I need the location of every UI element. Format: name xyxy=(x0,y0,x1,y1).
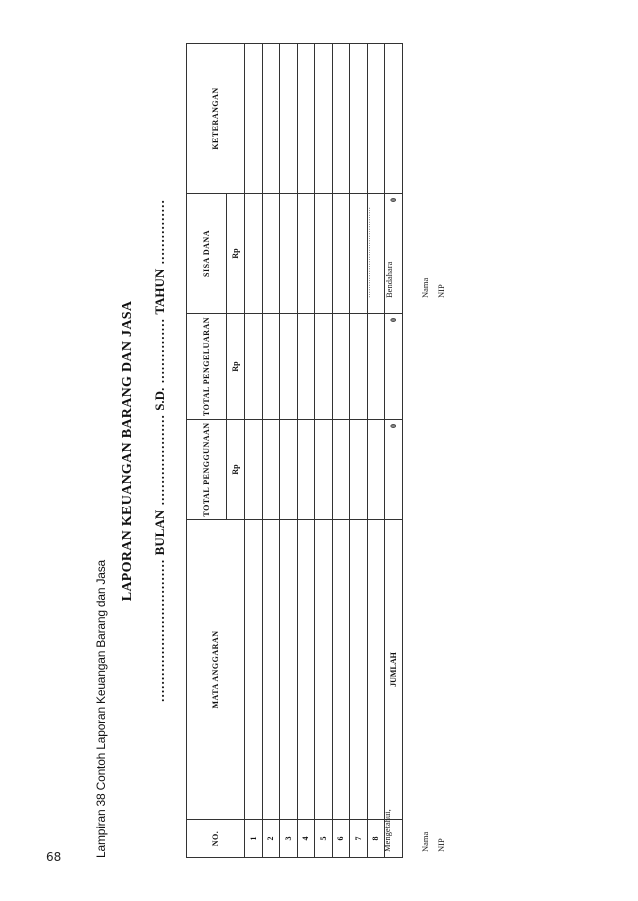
row-no: 7 xyxy=(350,820,368,858)
row-mata-anggaran[interactable] xyxy=(315,520,333,820)
row-sisa-dana[interactable] xyxy=(280,194,298,314)
row-no: 2 xyxy=(262,820,280,858)
currency-pengeluaran: Rp xyxy=(227,314,245,420)
row-total-penggunaan[interactable] xyxy=(315,420,333,520)
period-sd-label: S.D. xyxy=(152,387,167,411)
sig-right-dots: ………………………………… xyxy=(364,207,372,298)
row-total-penggunaan[interactable] xyxy=(262,420,280,520)
row-keterangan[interactable] xyxy=(297,44,315,194)
row-sisa-dana[interactable] xyxy=(315,194,333,314)
row-total-pengeluaran[interactable] xyxy=(315,314,333,420)
row-mata-anggaran[interactable] xyxy=(280,520,298,820)
period-dots-mid2: …………… xyxy=(152,318,167,384)
page-number: 68 xyxy=(46,850,62,864)
row-no: 1 xyxy=(245,820,263,858)
row-keterangan[interactable] xyxy=(315,44,333,194)
row-mata-anggaran[interactable] xyxy=(245,520,263,820)
period-dots-end: …………… xyxy=(152,199,167,265)
row-keterangan[interactable] xyxy=(245,44,263,194)
sig-right-heading: Bendahara xyxy=(384,261,394,298)
row-no: 3 xyxy=(280,820,298,858)
row-no: 4 xyxy=(297,820,315,858)
row-total-penggunaan[interactable] xyxy=(332,420,350,520)
table-row xyxy=(332,44,350,858)
header-sisa-dana: SISA DANA xyxy=(187,194,227,314)
table-row xyxy=(315,44,333,858)
sig-left-nip: NIP xyxy=(436,838,446,852)
sisa-dana-value: 0 xyxy=(385,194,403,314)
total-pengeluaran-value: 0 xyxy=(385,314,403,420)
row-keterangan[interactable] xyxy=(280,44,298,194)
row-mata-anggaran[interactable] xyxy=(262,520,280,820)
header-total-penggunaan: TOTAL PENGGUNAAN xyxy=(187,420,227,520)
table-row xyxy=(297,44,315,858)
period-dots-mid1: ………………… xyxy=(152,414,167,506)
row-no: 5 xyxy=(315,820,333,858)
row-no: 8 xyxy=(367,820,385,858)
row-keterangan[interactable] xyxy=(332,44,350,194)
row-sisa-dana[interactable] xyxy=(245,194,263,314)
header-no: NO. xyxy=(187,820,245,858)
row-total-pengeluaran[interactable] xyxy=(280,314,298,420)
period-tahun-label: TAHUN xyxy=(152,268,167,315)
row-total-penggunaan[interactable] xyxy=(297,420,315,520)
table-row xyxy=(245,44,263,858)
landscape-report xyxy=(94,44,532,858)
table-row xyxy=(262,44,280,858)
row-total-penggunaan[interactable] xyxy=(245,420,263,520)
row-total-pengeluaran[interactable] xyxy=(297,314,315,420)
row-mata-anggaran[interactable] xyxy=(332,520,350,820)
row-sisa-dana[interactable] xyxy=(297,194,315,314)
sig-right-nip: NIP xyxy=(436,284,446,298)
header-mata-anggaran: MATA ANGGARAN xyxy=(187,520,245,820)
total-label: JUMLAH xyxy=(385,520,403,820)
signature-block xyxy=(356,44,526,858)
row-sisa-dana[interactable] xyxy=(332,194,350,314)
row-sisa-dana[interactable] xyxy=(262,194,280,314)
row-no: 6 xyxy=(332,820,350,858)
row-mata-anggaran[interactable] xyxy=(297,520,315,820)
header-keterangan: KETERANGAN xyxy=(187,44,245,194)
row-total-pengeluaran[interactable] xyxy=(332,314,350,420)
sig-left-heading: Mengetahui, xyxy=(382,809,392,852)
period-bulan-label: BULAN xyxy=(152,509,167,556)
currency-sisa: Rp xyxy=(227,194,245,314)
header-row xyxy=(187,44,227,858)
period-dots-start: …………………………… xyxy=(152,559,167,703)
row-keterangan[interactable] xyxy=(262,44,280,194)
report-title: LAPORAN KEUANGAN BARANG DAN JASA xyxy=(120,300,135,602)
row-total-pengeluaran[interactable] xyxy=(262,314,280,420)
total-penggunaan-value: 0 xyxy=(385,420,403,520)
row-total-pengeluaran[interactable] xyxy=(245,314,263,420)
row-total-penggunaan[interactable] xyxy=(280,420,298,520)
sig-right-name: Nama xyxy=(420,277,430,298)
sig-left-name: Nama xyxy=(420,831,430,852)
currency-penggunaan: Rp xyxy=(227,420,245,520)
appendix-caption: Lampiran 38 Contoh Laporan Keuangan Barang dan Jasa xyxy=(94,559,108,858)
report-period xyxy=(152,44,168,858)
header-total-pengeluaran: TOTAL PENGELUARAN xyxy=(187,314,227,420)
table-row xyxy=(280,44,298,858)
